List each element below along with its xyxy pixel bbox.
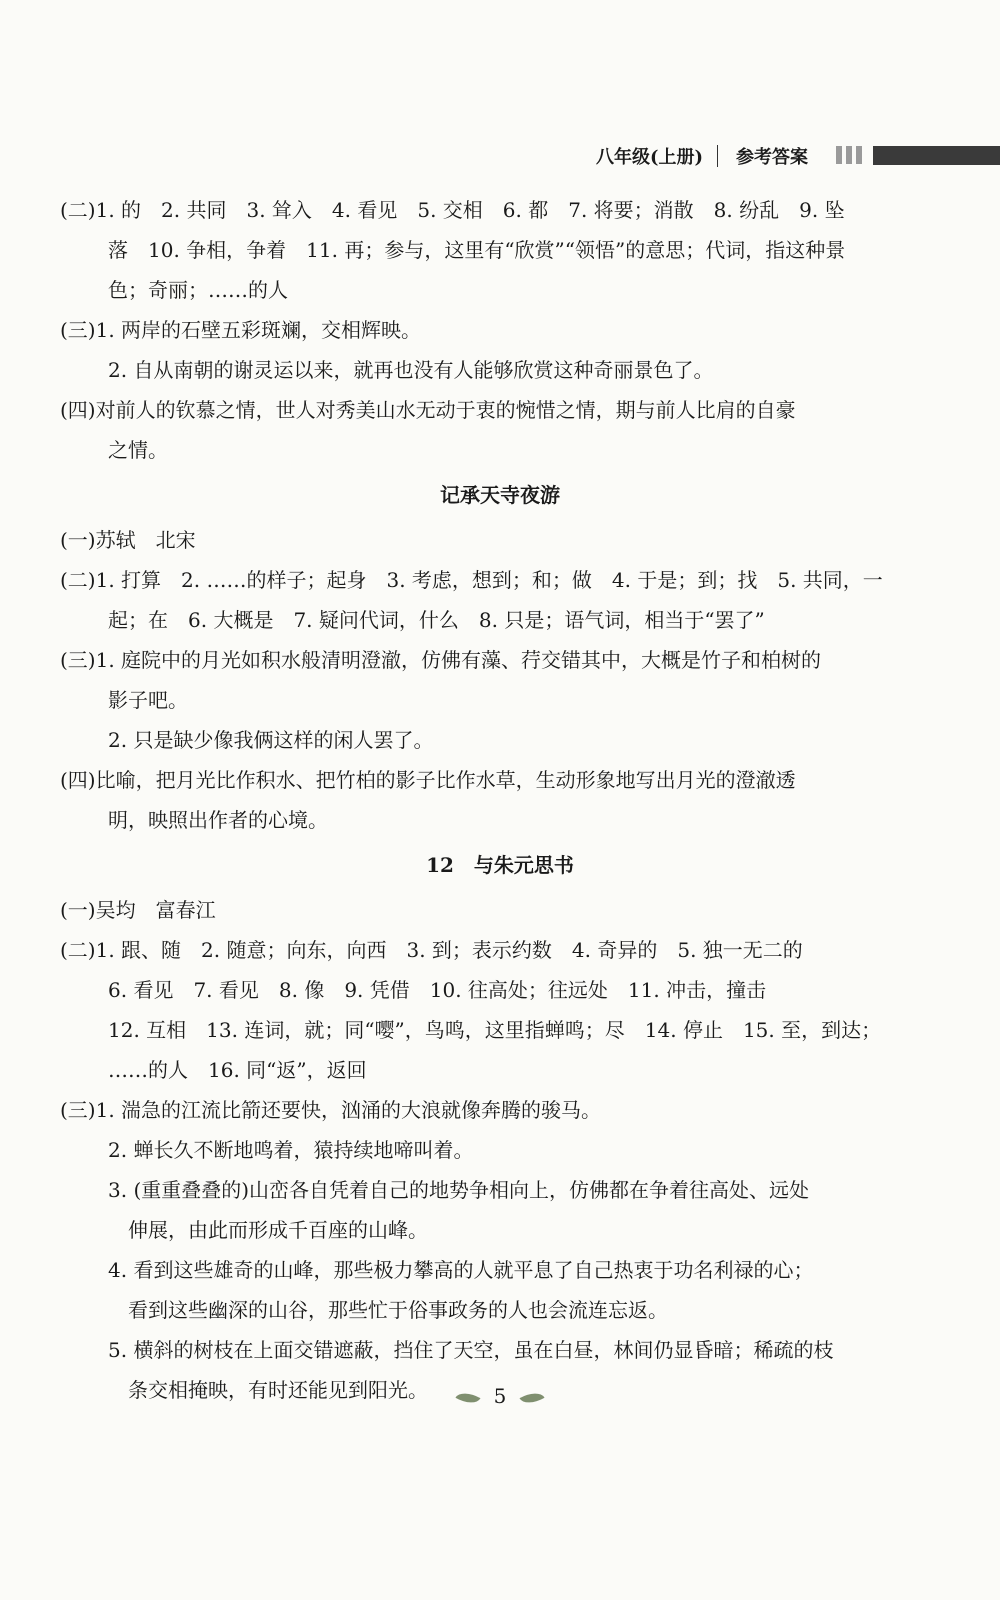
answer-text: 对前人的钦慕之情，世人对秀美山水无动于衷的惋惜之情，期与前人比肩的自豪 [95, 398, 796, 422]
answer-text: 看到这些幽深的山谷，那些忙于俗事政务的人也会流连忘返。 [128, 1298, 668, 1322]
answer-line [60, 680, 940, 720]
leaf-icon-right [519, 1387, 544, 1408]
page-number: 5 [493, 1384, 507, 1408]
answer-line [60, 560, 940, 600]
answer-text: 2. 自从南朝的谢灵运以来，就再也没有人能够欣赏这种奇丽景色了。 [108, 358, 714, 382]
answer-text: 条交相掩映，有时还能见到阳光。 [128, 1378, 428, 1402]
answer-line [60, 1330, 940, 1370]
answer-text: 色；奇丽；……的人 [108, 278, 288, 302]
answer-text: 2. 蝉长久不断地鸣着，猿持续地啼叫着。 [108, 1138, 474, 1162]
answer-line [60, 760, 940, 800]
question-label: (一) [60, 528, 96, 552]
answer-text: 起；在 6. 大概是 7. 疑问代词，什么 8. 只是；语气词，相当于“罢了” [108, 608, 765, 632]
answer-text: 3. (重重叠叠的)山峦各自凭着自己的地势争相向上，仿佛都在争着往高处、远处 [108, 1178, 810, 1202]
answer-line [60, 930, 940, 970]
answer-text: 5. 横斜的树枝在上面交错遮蔽，挡住了天空，虽在白昼，林间仍显昏暗；稀疏的枝 [108, 1338, 834, 1362]
answer-text: ……的人 16. 同“返”，返回 [108, 1058, 367, 1082]
answer-line [60, 190, 940, 230]
answer-line [60, 430, 940, 470]
answer-text: 比喻，把月光比作积水、把竹柏的影子比作水草，生动形象地写出月光的澄澈透 [95, 768, 796, 792]
answer-text: 1. 湍急的江流比箭还要快，汹涌的大浪就像奔腾的骏马。 [95, 1098, 602, 1122]
answer-line [60, 390, 940, 430]
question-label: (二) [60, 198, 96, 222]
header-decoration [836, 146, 866, 165]
answer-line [60, 520, 940, 560]
question-label: (三) [60, 1098, 96, 1122]
answer-text: 吴均 富春江 [95, 898, 216, 922]
answer-line [60, 1090, 940, 1130]
answer-line [60, 1250, 940, 1290]
page-header [590, 143, 1000, 171]
answer-line [60, 270, 940, 310]
section-heading: 记承天寺夜游 [440, 483, 560, 507]
question-label: (四) [60, 398, 96, 422]
question-label: (一) [60, 898, 96, 922]
answer-line [60, 1210, 940, 1250]
answer-content [60, 190, 940, 1410]
answer-line [60, 1170, 940, 1210]
question-label: (三) [60, 648, 96, 672]
answer-text: 影子吧。 [108, 688, 188, 712]
header-band [873, 146, 1000, 165]
answer-text: 1. 打算 2. ……的样子；起身 3. 考虑，想到；和；做 4. 于是；到；找 5. 共同，一 [95, 568, 883, 592]
answer-line [60, 970, 940, 1010]
answer-text: 1. 跟、随 2. 随意；向东，向西 3. 到；表示约数 4. 奇异的 5. 独一无二的 [95, 938, 803, 962]
section-title: 参考答案 [736, 147, 808, 168]
answer-line [60, 640, 940, 680]
question-label: (二) [60, 568, 96, 592]
answer-text: 2. 只是缺少像我俩这样的闲人罢了。 [108, 728, 434, 752]
grade-label: 八年级(上册) [596, 147, 704, 168]
answer-text: 落 10. 争相，争着 11. 再；参与，这里有“欣赏”“领悟”的意思；代词，指这种景 [108, 238, 846, 262]
answer-text: 苏轼 北宋 [95, 528, 196, 552]
answer-text: 明，映照出作者的心境。 [108, 808, 328, 832]
answer-line [60, 1290, 940, 1330]
section-heading: 12 与朱元思书 [426, 853, 574, 877]
answer-text: 伸展，由此而形成千百座的山峰。 [128, 1218, 428, 1242]
answer-line [60, 350, 940, 390]
header-divider [717, 145, 718, 167]
answer-line [60, 230, 940, 270]
leaf-icon-left [456, 1387, 481, 1408]
question-label: (三) [60, 318, 96, 342]
answer-line [60, 310, 940, 350]
answer-text: 4. 看到这些雄奇的山峰，那些极力攀高的人就平息了自己热衷于功名利禄的心； [108, 1258, 814, 1282]
answer-text: 1. 的 2. 共同 3. 耸入 4. 看见 5. 交相 6. 都 7. 将要；消散 8. 纷乱 9. 坠 [95, 198, 845, 222]
answer-line [60, 1050, 940, 1090]
answer-text: 1. 两岸的石壁五彩斑斓，交相辉映。 [95, 318, 422, 342]
question-label: (二) [60, 938, 96, 962]
answer-line [60, 1010, 940, 1050]
answer-text: 之情。 [108, 438, 168, 462]
answer-line [60, 720, 940, 760]
answer-line [60, 800, 940, 840]
answer-text: 6. 看见 7. 看见 8. 像 9. 凭借 10. 往高处；往远处 11. 冲击，撞击 [108, 978, 767, 1002]
answer-line [60, 600, 940, 640]
answer-text: 1. 庭院中的月光如积水般清明澄澈，仿佛有藻、荇交错其中，大概是竹子和柏树的 [95, 648, 822, 672]
answer-text: 12. 互相 13. 连词，就；同“嘤”，鸟鸣，这里指蝉鸣；尽 14. 停止 15. 至，到达； [108, 1018, 882, 1042]
page-footer [0, 1384, 1000, 1408]
answer-line [60, 890, 940, 930]
answer-line [60, 1130, 940, 1170]
question-label: (四) [60, 768, 96, 792]
